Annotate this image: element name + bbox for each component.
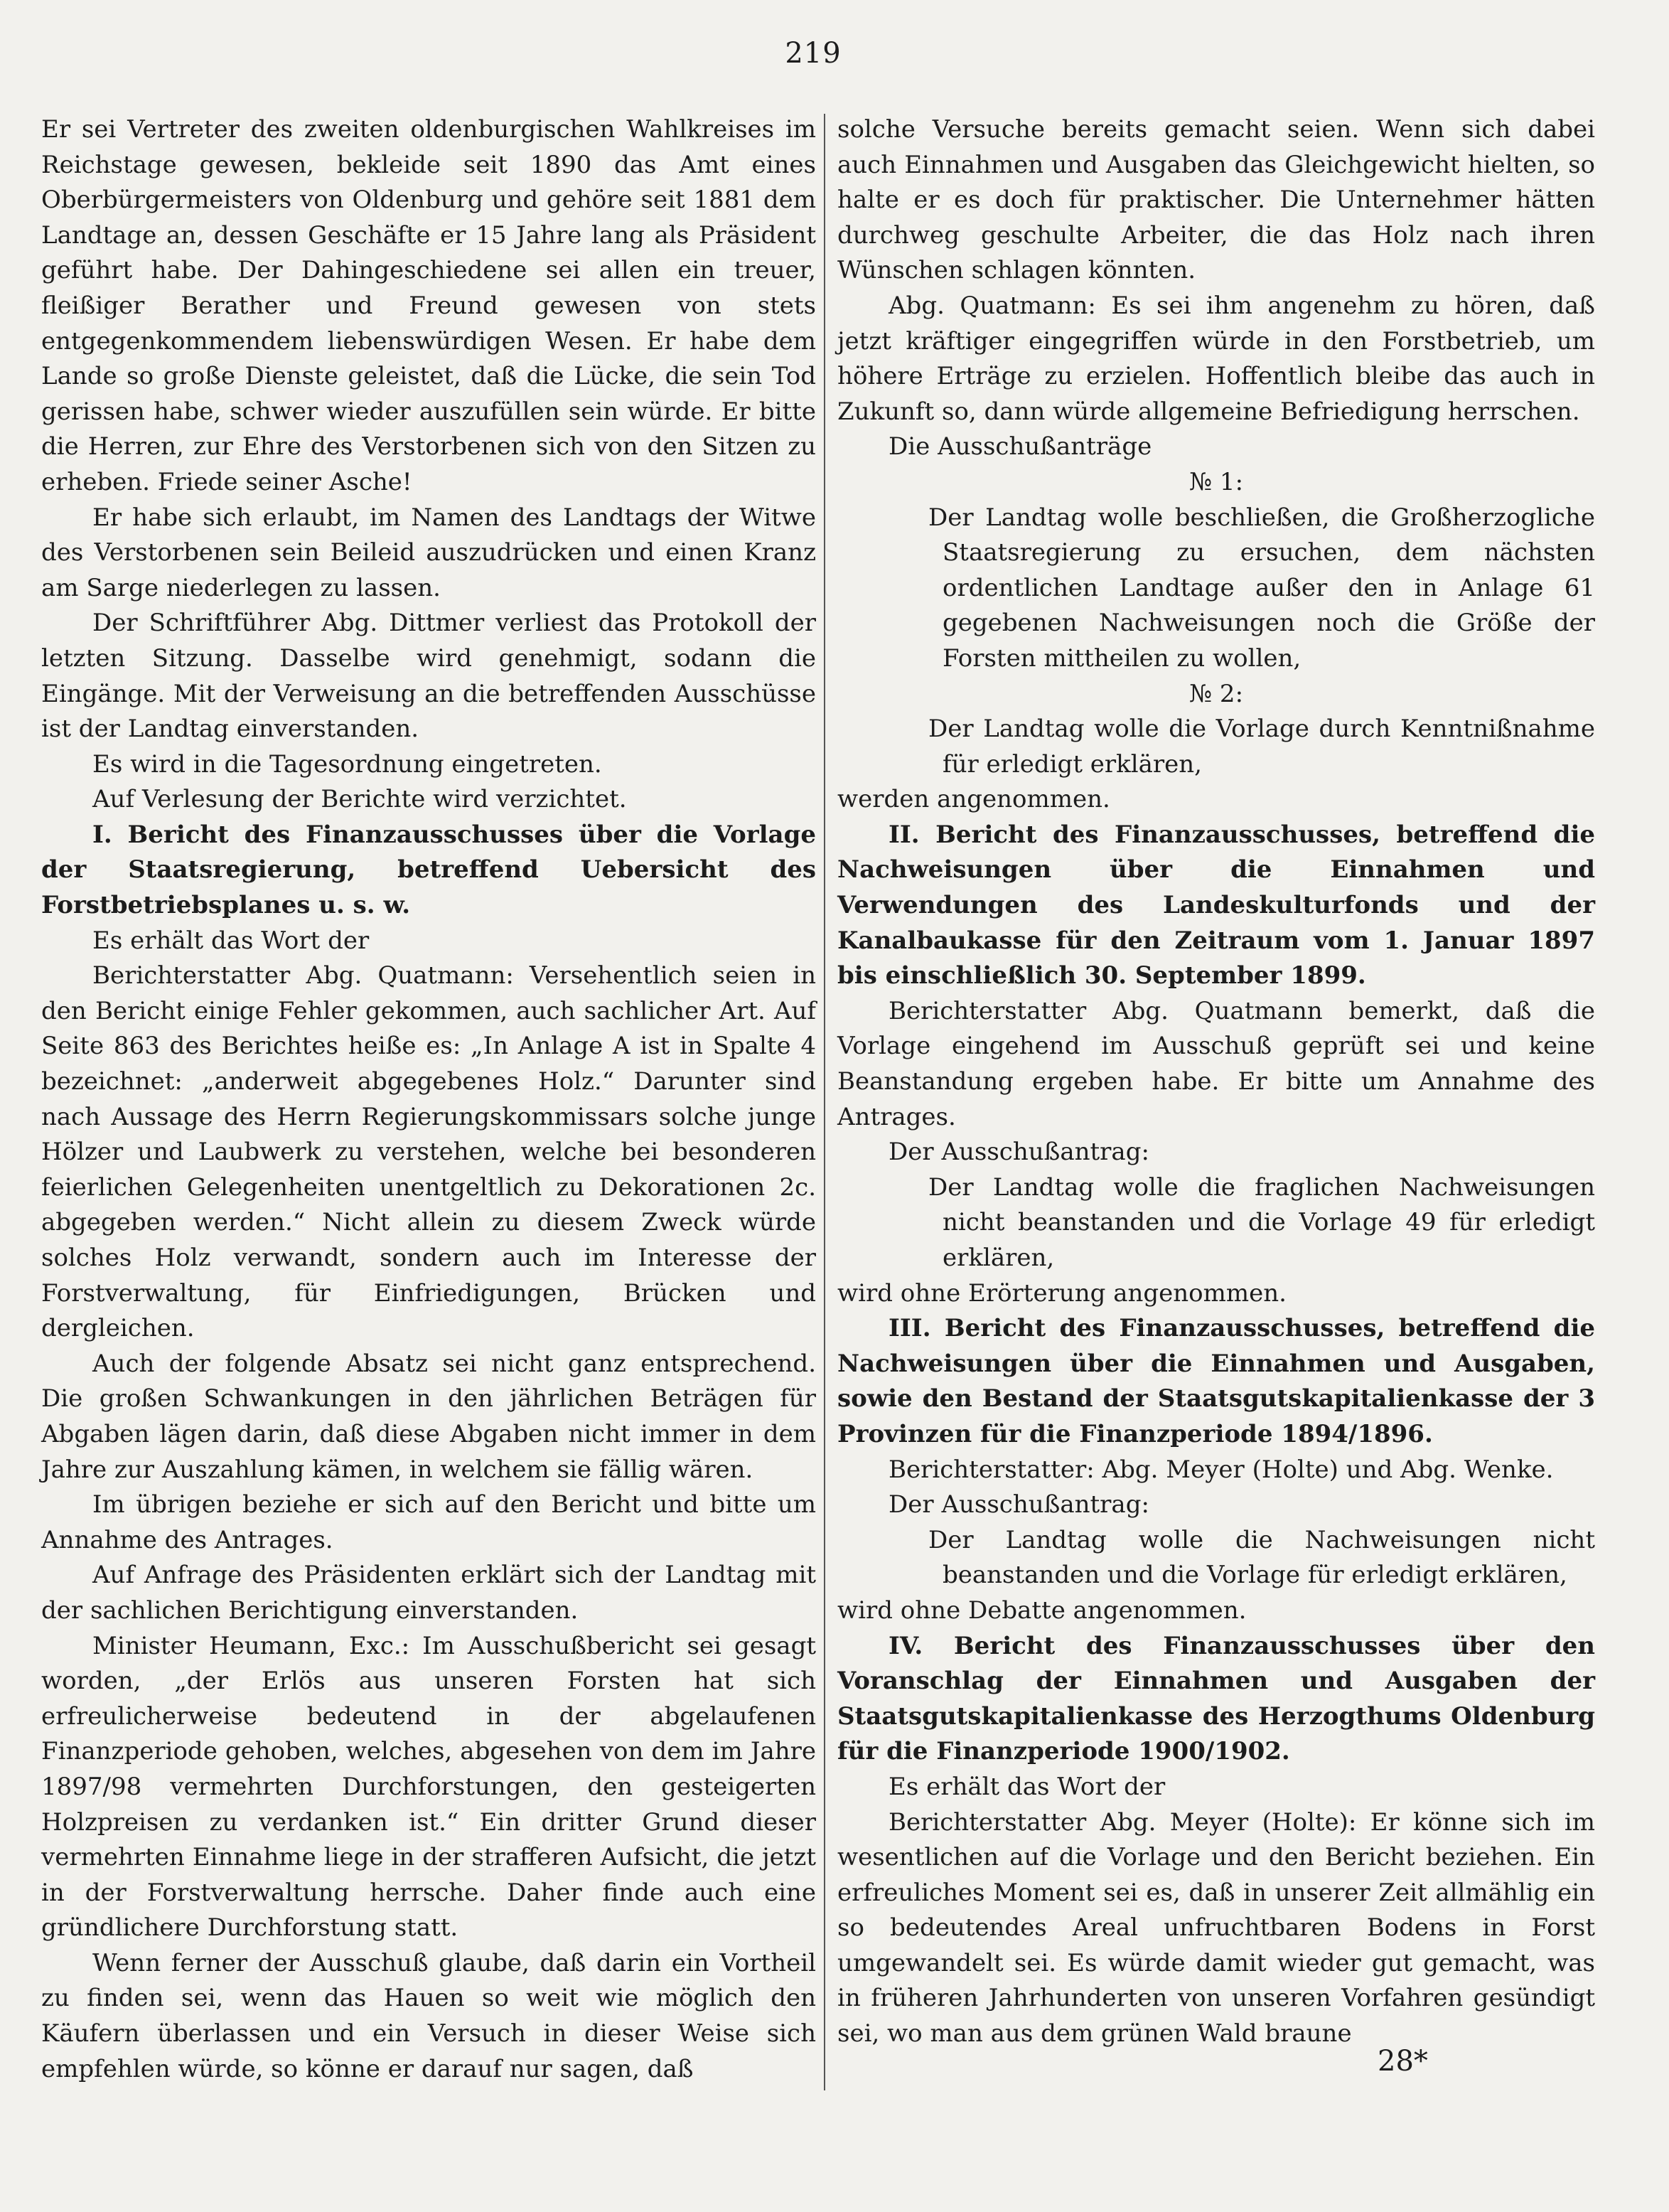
paragraph: Berichterstatter Abg. Quatmann bemerkt, daß die Vorlage eingehend im Ausschuß geprüft sei und keine Beanstandung ergeben habe. Er bitte um Annahme des Antrages. (837, 996, 1595, 1131)
paragraph: Es erhält das Wort der (889, 1772, 1166, 1801)
section-heading-3: III. Bericht des Finanzausschusses, betreffend die Nachweisungen über die Einnahmen und Ausgaben, sowie den Bestand der Staatsgutskapitalienkasse der 3 Provinzen für die Finanzperiode 1894/1896. (837, 1314, 1595, 1448)
speech-minister-heumann: Minister Heumann, Exc.: Im Ausschußbericht sei gesagt worden, „der Erlös aus unseren Forsten hat sich erfreulicherweise bedeutend in der abgelaufenen Finanzperiode gehoben, welches, abgesehen von dem im Jahre 1897/98 vermehrten Durchforstungen, den gesteigerten Holzpreisen zu verdanken ist.“ Ein dritter Grund dieser vermehrten Einnahme liege in der strafferen Aufsicht, die jetzt in der Forstverwaltung herrsche. Daher finde auch eine gründlichere Durchforstung statt. (41, 1631, 816, 1943)
speech-quatmann: Berichterstatter Abg. Quatmann: Versehentlich seien in den Bericht einige Fehler gekommen, auch sachlicher Art. Auf Seite 863 des Berichtes heiße es: „In Anlage A ist in Spalte 4 bezeichnet: „anderweit abgegebenes Holz.“ Darunter sind nach Aussage des Herrn Regierungskommissars solche junge Hölzer und Laubwerk zu verstehen, welche bei besonderen feierlichen Gelegenheiten unentgeltlich zu Dekorationen 2c. abgegeben werden.“ Nicht allein zu diesem Zweck würde solches Holz verwandt, sondern auch im Interesse der Forstverwaltung, für Einfriedigungen, Brücken und dergleichen. (41, 961, 816, 1343)
motion-text: Der Landtag wolle beschließen, die Großherzogliche Staatsregierung zu ersuchen, dem nächsten ordentlichen Landtage außer den in Anlage 61 gegebenen Nachweisungen noch die Größe der Forsten mittheilen zu wollen, (928, 503, 1595, 673)
paragraph: Auch der folgende Absatz sei nicht ganz entsprechend. Die großen Schwankungen in den jährlichen Beträgen für Abgaben lägen darin, daß diese Abgaben nicht immer in dem Jahre zur Auszahlung kämen, in welchem sie fällig wären. (41, 1349, 816, 1484)
page-number: 219 (785, 37, 842, 70)
paragraph: wird ohne Erörterung angenommen. (837, 1278, 1287, 1308)
paragraph: Der Ausschußantrag: (889, 1138, 1149, 1167)
paragraph: Berichterstatter: Abg. Meyer (Holte) und Abg. Wenke. (889, 1455, 1554, 1484)
paragraph: Wenn ferner der Ausschuß glaube, daß darin ein Vortheil zu finden sei, wenn das Hauen so weit wie möglich den Käufern überlassen und ein Versuch in dieser Weise sich empfehlen würde, so könne er darauf nur sagen, daß (41, 1948, 816, 2083)
section-heading-1: I. Bericht des Finanzausschusses über die Vorlage der Staatsregierung, betreffend Uebersicht des Forstbetriebsplanes u. s. w. (41, 820, 816, 920)
motion-number: № 1: (1188, 467, 1244, 496)
paragraph: Er sei Vertreter des zweiten oldenburgischen Wahlkreises im Reichstage gewesen, bekleide seit 1890 das Amt eines Oberbürgermeisters von Oldenburg und gehöre seit 1881 dem Landtage an, dessen Geschäfte er 15 Jahre lang als Präsident geführt habe. Der Dahingeschiedene sei allen ein treuer, fleißiger Berather und Freund gewesen von stets entgegenkommendem liebenswürdigen Wesen. Er habe dem Lande so große Dienste geleistet, daß die Lücke, die sein Tod gerissen habe, schwer wieder auszufüllen sein würde. Er bitte die Herren, zur Ehre des Verstorbenen sich von den Sitzen zu erheben. Friede seiner Asche! (41, 115, 816, 496)
paragraph: Der Ausschußantrag: (889, 1490, 1149, 1519)
column-divider (824, 114, 825, 2090)
paragraph: Es wird in die Tagesordnung eingetreten. (92, 749, 602, 779)
paragraph: Auf Verlesung der Berichte wird verzichtet. (92, 785, 627, 814)
paragraph: werden angenommen. (837, 785, 1110, 814)
paragraph: Der Schriftführer Abg. Dittmer verliest das Protokoll der letzten Sitzung. Dasselbe wird genehmigt, sodann die Eingänge. Mit der Verweisung an die betreffenden Ausschüsse ist der Landtag einverstanden. (41, 609, 816, 744)
motion-text: Der Landtag wolle die Nachweisungen nicht beanstanden und die Vorlage für erledigt erklären, (928, 1525, 1595, 1590)
motion-number: № 2: (1188, 679, 1244, 708)
paragraph: Auf Anfrage des Präsidenten erklärt sich der Landtag mit der sachlichen Berichtigung einverstanden. (41, 1561, 816, 1625)
motion-text: Der Landtag wolle die fraglichen Nachweisungen nicht beanstanden und die Vorlage 49 für erledigt erklären, (928, 1172, 1595, 1272)
paragraph: solche Versuche bereits gemacht seien. Wenn sich dabei auch Einnahmen und Ausgaben das Gleichgewicht hielten, so halte er es doch für praktischer. Die Unternehmer hätten durchweg geschulte Arbeiter, die das Holz nach ihren Wünschen schlagen könnten. (837, 115, 1595, 285)
signature-mark: 28* (1378, 2045, 1428, 2078)
paragraph: Es erhält das Wort der (92, 926, 370, 955)
motion-text: Der Landtag wolle die Vorlage durch Kenntnißnahme für erledigt erklären, (928, 715, 1595, 779)
right-column (837, 112, 1595, 2052)
paragraph: Die Ausschußanträge (889, 432, 1152, 461)
left-column (41, 112, 816, 2087)
speech-quatmann: Abg. Quatmann: Es sei ihm angenehm zu hören, daß jetzt kräftiger eingegriffen würde in den Forstbetrieb, um höhere Erträge zu erzielen. Hoffentlich bleibe das auch in Zukunft so, dann würde allgemeine Befriedigung herrschen. (837, 291, 1595, 426)
paragraph: Er habe sich erlaubt, im Namen des Landtags der Witwe des Verstorbenen sein Beileid auszudrücken und einen Kranz am Sarge niederlegen zu lassen. (41, 503, 816, 602)
section-heading-2: II. Bericht des Finanzausschusses, betreffend die Nachweisungen über die Einnahmen und Verwendungen des Landeskulturfonds und der Kanalbaukasse für den Zeitraum vom 1. Januar 1897 bis einschließlich 30. September 1899. (837, 820, 1595, 990)
paragraph: Im übrigen beziehe er sich auf den Bericht und bitte um Annahme des Antrages. (41, 1490, 816, 1554)
paragraph: wird ohne Debatte angenommen. (837, 1596, 1247, 1625)
speech-meyer: Berichterstatter Abg. Meyer (Holte): Er könne sich im wesentlichen auf die Vorlage und den Bericht beziehen. Ein erfreuliches Moment sei es, daß in unserer Zeit allmählig ein so bedeutendes Areal unfruchtbaren Bodens in Forst umgewandelt sei. Es würde damit wieder gut gemacht, was in früheren Jahrhunderten von unseren Vorfahren gesündigt sei, wo man aus dem grünen Wald braune (837, 1807, 1595, 2048)
section-heading-4: IV. Bericht des Finanzausschusses über den Voranschlag der Einnahmen und Ausgaben der Staatsgutskapitalienkasse des Herzogthums Oldenburg für die Finanzperiode 1900/1902. (837, 1631, 1595, 1766)
